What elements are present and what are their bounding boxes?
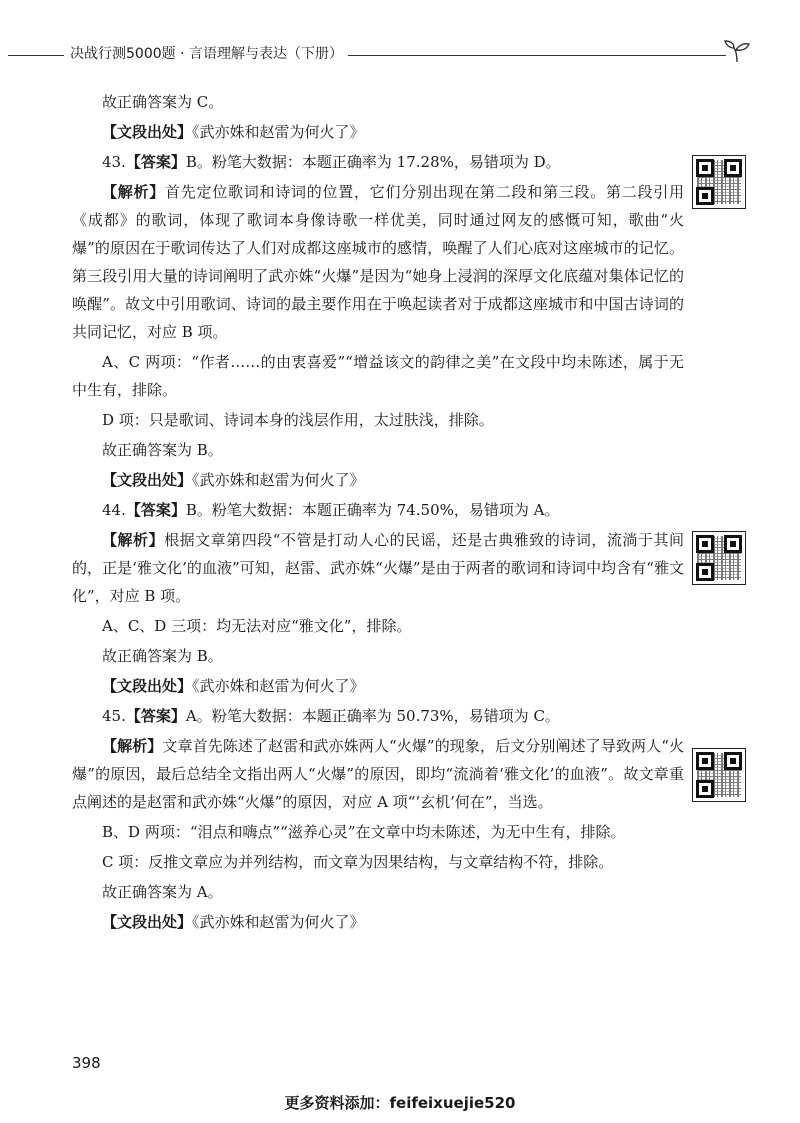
section-tag: 【文段出处】	[102, 677, 193, 695]
paragraph-text: 《武亦姝和赵雷为何火了》	[192, 471, 365, 489]
paragraph-text: 《武亦姝和赵雷为何火了》	[192, 913, 365, 931]
qr-code-icon[interactable]	[692, 155, 746, 209]
section-tag: 【文段出处】	[102, 123, 193, 141]
answer-content	[72, 88, 684, 938]
section-tag: 【答案】	[125, 153, 186, 171]
paragraph	[72, 348, 684, 404]
paragraph	[72, 818, 684, 846]
paragraph-text: 故正确答案为 C。	[102, 93, 224, 111]
page-number: 398	[72, 1054, 101, 1072]
tagged-paragraph	[72, 732, 684, 816]
header-title: 决战行测5000题 · 言语理解与表达（下册）	[70, 46, 343, 62]
qr-code-icon[interactable]	[692, 748, 746, 802]
paragraph-text: A。粉笔大数据：本题正确率为 50.73%，易错项为 C。	[185, 707, 560, 725]
sprout-icon	[724, 40, 750, 62]
paragraph	[72, 612, 684, 640]
question-number: 45.	[102, 707, 126, 725]
running-header	[0, 40, 800, 68]
paragraph-text: D 项：只是歌词、诗词本身的浅层作用，太过肤浅，排除。	[102, 411, 494, 429]
section-tag: 【解析】	[102, 531, 165, 549]
question-number: 44.	[102, 501, 126, 519]
answer-line	[72, 702, 684, 730]
section-tag: 【答案】	[125, 707, 186, 725]
tagged-paragraph	[72, 466, 684, 494]
section-tag: 【文段出处】	[102, 471, 193, 489]
paragraph-text: B。粉笔大数据：本题正确率为 74.50%，易错项为 A。	[185, 501, 560, 519]
tagged-paragraph	[72, 178, 684, 346]
qr-code-icon[interactable]	[692, 531, 746, 585]
section-tag: 【文段出处】	[102, 913, 193, 931]
paragraph	[72, 848, 684, 876]
paragraph-text: 故正确答案为 B。	[102, 647, 223, 665]
paragraph-text: 《武亦姝和赵雷为何火了》	[192, 123, 365, 141]
answer-line	[72, 496, 684, 524]
paragraph-text: 《武亦姝和赵雷为何火了》	[192, 677, 365, 695]
header-rule-left	[8, 55, 64, 56]
section-tag: 【解析】	[102, 183, 165, 201]
paragraph-text: A、C、D 三项：均无法对应“雅文化”，排除。	[102, 617, 412, 635]
paragraph-text: 故正确答案为 A。	[102, 883, 223, 901]
paragraph-text: B、D 两项：“泪点和嗨点”“滋养心灵”在文章中均未陈述，为无中生有，排除。	[102, 823, 626, 841]
header-rule-right	[348, 55, 726, 56]
paragraph	[72, 642, 684, 670]
tagged-paragraph	[72, 118, 684, 146]
question-number: 43.	[102, 153, 126, 171]
answer-line	[72, 148, 684, 176]
paragraph-text: 根据文章第四段“不管是打动人心的民谣，还是古典雅致的诗词，流淌于其间的，正是‘雅文化’的血液”可知，赵雷、武亦姝“火爆”是由于两者的歌词和诗词中均含有“雅文化”，对应 B 项。	[72, 531, 684, 605]
paragraph-text: 文章首先陈述了赵雷和武亦姝两人“火爆”的现象，后文分别阐述了导致两人“火爆”的原因，最后总结全文指出两人“火爆”的原因，即均“流淌着‘雅文化’的血液”。故文章重点阐述的是赵雷和武亦姝“火爆”的原因，对应 A 项“‘玄机’何在”，当选。	[72, 737, 684, 811]
paragraph	[72, 436, 684, 464]
paragraph	[72, 878, 684, 906]
paragraph-text: A、C 两项：“作者……的由衷喜爱”“增益该文的韵律之美”在文段中均未陈述，属于无中生有，排除。	[72, 353, 684, 399]
tagged-paragraph	[72, 526, 684, 610]
section-tag: 【答案】	[125, 501, 186, 519]
tagged-paragraph	[72, 908, 684, 936]
paragraph-text: 首先定位歌词和诗词的位置，它们分别出现在第二段和第三段。第二段引用《成都》的歌词，体现了歌词本身像诗歌一样优美，同时通过网友的感慨可知，歌曲“火爆”的原因在于歌词传达了人们对成都这座城市的感情，唤醒了人们心底对这座城市的记忆。第三段引用大量的诗词阐明了武亦姝“火爆”是因为“她身上浸润的深厚文化底蕴对集体记忆的唤醒”。故文中引用歌词、诗词的最主要作用在于唤起读者对于成都这座城市和中国古诗词的共同记忆，对应 B 项。	[72, 183, 684, 341]
paragraph	[72, 88, 684, 116]
paragraph	[72, 406, 684, 434]
paragraph-text: C 项：反推文章应为并列结构，而文章为因果结构，与文章结构不符，排除。	[102, 853, 614, 871]
footer-note: 更多资料添加：feifeixuejie520	[284, 1094, 516, 1112]
paragraph-text: 故正确答案为 B。	[102, 441, 223, 459]
tagged-paragraph	[72, 672, 684, 700]
paragraph-text: B。粉笔大数据：本题正确率为 17.28%，易错项为 D。	[185, 153, 561, 171]
section-tag: 【解析】	[102, 737, 163, 755]
